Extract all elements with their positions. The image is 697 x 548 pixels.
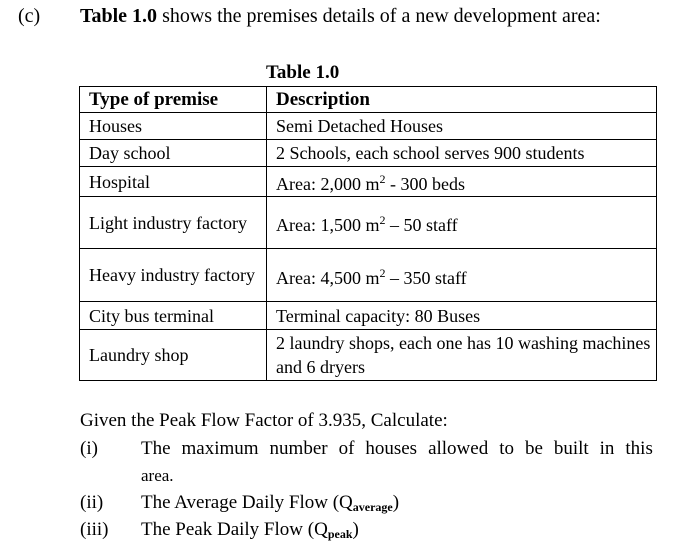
premise-type: Heavy industry factory: [80, 249, 267, 302]
table-row: [80, 330, 657, 381]
table-row: [80, 167, 657, 197]
question-word: to: [499, 438, 514, 459]
premise-type: City bus terminal: [80, 302, 267, 330]
question-word: be: [524, 438, 543, 459]
header-description: Description: [267, 87, 657, 113]
table-reference: Table 1.0: [80, 5, 158, 27]
premise-type: Day school: [80, 140, 267, 167]
premise-description: 2 Schools, each school serves 900 students: [267, 140, 657, 167]
table-row: [80, 302, 657, 330]
premises-table: [79, 86, 657, 381]
question-word: built: [553, 438, 589, 459]
question-word: number: [269, 438, 328, 459]
premise-type: Laundry shop: [80, 330, 267, 381]
premise-description: Area: 2,000 $m^2 - 300$ beds: [267, 167, 657, 197]
header-type: Type of premise: [80, 87, 267, 113]
given-statement: Given the Peak Flow Factor of 3.935, Calculate:: [80, 410, 448, 431]
question-number: (ii): [80, 492, 104, 513]
question-text: [141, 438, 653, 460]
part-label: (c): [18, 5, 41, 27]
question-word: houses: [365, 438, 418, 459]
question-word: The: [141, 438, 171, 459]
table-row: [80, 249, 657, 302]
table-row: [80, 113, 657, 140]
question-text: The Average Daily Flow $(Q_{average})$: [141, 492, 400, 514]
question-number: (i): [80, 438, 98, 459]
premise-type: Hospital: [80, 167, 267, 197]
table-title: Table 1.0: [266, 62, 340, 83]
table-row: [80, 197, 657, 249]
question-text: The Peak Daily Flow $(Q_{peak})$: [141, 519, 359, 541]
question-word: maximum: [181, 438, 259, 459]
premise-description: 2 laundry shops, each one has 10 washing machines and 6 dryers: [267, 330, 657, 381]
premise-description: Area: 4,500 $m^2 - 350$ staff: [267, 249, 657, 302]
question-word: of: [338, 438, 355, 459]
intro-text: [80, 5, 601, 28]
question-number: (iii): [80, 519, 109, 540]
premise-type: Houses: [80, 113, 267, 140]
question-word: allowed: [428, 438, 489, 459]
premise-type: Light industry factory: [80, 197, 267, 249]
question-word: this: [625, 438, 653, 459]
premise-description: Semi Detached Houses: [267, 113, 657, 140]
premise-description: Area: 1,500 $m^2 - 50$ staff: [267, 197, 657, 249]
question-word: in: [599, 438, 615, 459]
table-header-row: [80, 87, 657, 113]
table-row: [80, 140, 657, 167]
question-text-continued: area.: [141, 466, 174, 485]
premise-description: Terminal capacity: 80 Buses: [267, 302, 657, 330]
intro-rest: shows the premises details of a new development area:: [157, 5, 601, 27]
